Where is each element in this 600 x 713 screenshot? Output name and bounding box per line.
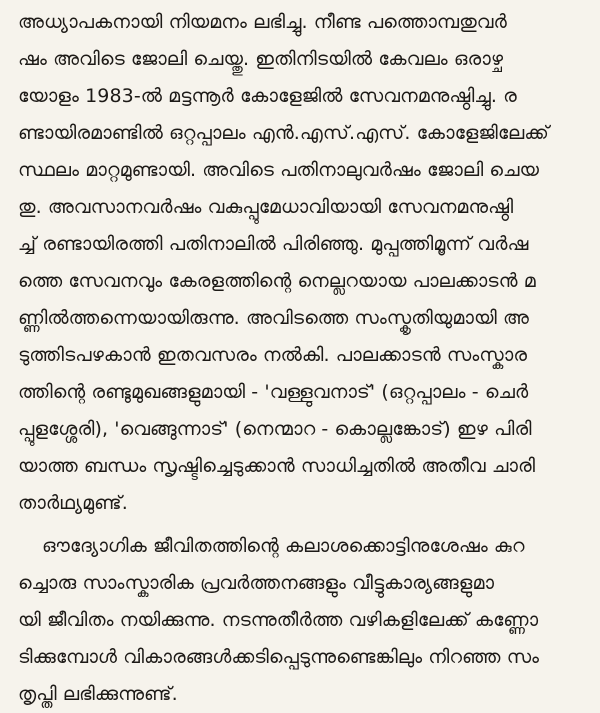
text-line: ണ്ണിൽത്തന്നെയായിരുന്നു. അവിടത്തെ സംസ്കൃതിയുമായി അ — [18, 307, 529, 329]
text-line: തു. അവസാനവർഷം വകുപ്പുമേധാവിയായി സേവനമനുഷ്ഠി — [18, 196, 514, 218]
text-line: ച്ച് രണ്ടായിരത്തി പതിനാലിൽ പിരിഞ്ഞു. മുപ്പത്തിമൂന്ന് വർഷ — [18, 233, 529, 255]
text-line: ണ്ടായിരമാണ്ടിൽ ഒറ്റപ്പാലം എൻ.എസ്.എസ്. കോളേജിലേക്ക് — [18, 122, 549, 144]
text-line: ച്ചൊരു സാംസ്കാരിക പ്രവർത്തനങ്ങളും വീട്ടുകാര്യങ്ങളുമാ — [18, 572, 495, 594]
text-line: ടിക്കുമ്പോൾ വികാരങ്ങൾക്കടിപ്പെടുന്നുണ്ടെങ്കിലും നിറഞ്ഞ സം — [18, 646, 540, 668]
paragraph-career — [18, 4, 590, 522]
text-line: പ്പുളശ്ശേരി), 'വെങ്ങുന്നാട്' (നെന്മാറ - കൊല്ലങ്കോട്) ഇഴ പിരി — [18, 418, 532, 440]
text-line: ത്തിന്റെ രണ്ടുമുഖങ്ങളുമായി - 'വള്ളുവനാട്' (ഒറ്റപ്പാലം - ചെർ — [18, 381, 529, 403]
text-line: താർഥ്യമുണ്ട്. — [18, 492, 128, 514]
text-line: യോളം 1983-ൽ മട്ടന്നൂർ കോളേജിൽ സേവനമനുഷ്ഠിച്ചു. ര — [18, 85, 517, 107]
text-line: ഷം അവിടെ ജോലി ചെയ്തു. ഇതിനിടയിൽ കേവലം ഒരാഴ്ച — [18, 48, 504, 70]
text-line: തൃപ്തി ലഭിക്കുന്നുണ്ട്. — [18, 683, 178, 705]
text-line: യാത്ത ബന്ധം സൃഷ്ടിച്ചെടുക്കാൻ സാധിച്ചതിൽ അതീവ ചാരി — [18, 455, 536, 477]
text-line: യി ജീവിതം നയിക്കുന്നു. നടന്നുതീർത്ത വഴികളിലേക്ക് കണ്ണോ — [18, 609, 539, 631]
text-line: ടുത്തിടപഴകാൻ ഇതവസരം നൽകി. പാലക്കാടൻ സംസ്കാര — [18, 344, 528, 366]
text-line: അധ്യാപകനായി നിയമനം ലഭിച്ചു. നീണ്ട പത്തൊമ്പതുവർ — [18, 11, 507, 33]
paragraph-retirement — [18, 528, 590, 713]
text-line: ത്തെ സേവനവും കേരളത്തിന്റെ നെല്ലറയായ പാലക്കാടൻ മ — [18, 270, 536, 292]
text-line: സ്ഥലം മാറ്റമുണ്ടായി. അവിടെ പതിനാലുവർഷം ജോലി ചെയ — [18, 159, 540, 181]
text-line: ഔദ്യോഗിക ജീവിതത്തിന്റെ കലാശക്കൊട്ടിനുശേഷം കുറ — [42, 535, 525, 557]
